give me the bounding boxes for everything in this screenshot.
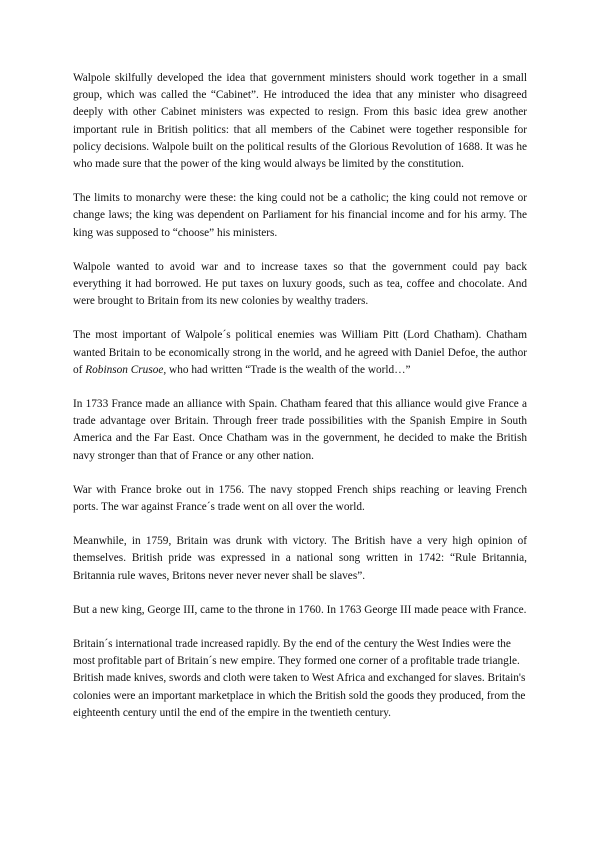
paragraph-george-iii: But a new king, George III, came to the throne in 1760. In 1763 George III made peace with France. — [73, 603, 527, 616]
paragraph-cabinet: Walpole skilfully developed the idea that government ministers should work together in a small group, which was called the “Cabinet”. He introduced the idea that any minister who disagreed deeply with other Cabinet ministers was expected to resign. From this basic idea grew another important rule in British politics: that all members of the Cabinet were together responsible for policy decisions. Walpole built on the political results of the Glorious Revolution of 1688. It was he who made sure that the power of the king would always be limited by the constitution. — [73, 72, 527, 171]
paragraph-victory-1759: Meanwhile, in 1759, Britain was drunk with victory. The British have a very high opinion of themselves. British pride was expressed in a national song written in 1742: “Rule Britannia, Britannia rule waves, Britons never never never shall be slaves”. — [73, 535, 527, 582]
paragraph-william-pitt-text: The most important of Walpole´s political enemies was William Pitt (Lord Chatham). Chatham wanted Britain to be economically strong in the world, and he agreed with Daniel Defoe, the author of — [73, 329, 527, 376]
book-title-robinson-crusoe: Robinson Crusoe, — [85, 363, 167, 376]
paragraph-international-trade: Britain´s international trade increased rapidly. By the end of the century the West Indies were the most profitable part of Britain´s new empire. They formed one corner of a profitable trade triangle. British made knives, swords and cloth were taken to West Africa and exchanged for slaves. Britain's colonies were an important marketplace in which the British sold the goods they produced, from the eighteenth century until the end of the empire in the twentieth century. — [73, 638, 526, 719]
paragraph-limits-to-monarchy: The limits to monarchy were these: the king could not be a catholic; the king could not remove or change laws; the king was dependent on Parliament for his financial income and for his army. The king was supposed to “choose” his ministers. — [73, 192, 527, 239]
paragraph-william-pitt — [73, 327, 527, 379]
paragraph-alliance-1733: In 1733 France made an alliance with Spain. Chatham feared that this alliance would give France a trade advantage over Britain. Through freer trade possibilities with the Spanish Empire in South America and the Far East. Once Chatham was in the government, he decided to make the British navy stronger than that of France or any other nation. — [73, 398, 527, 462]
paragraph-william-pitt-quote: who had written “Trade is the wealth of the world…” — [166, 363, 411, 376]
paragraph-war-1756: War with France broke out in 1756. The navy stopped French ships reaching or leaving French ports. The war against France´s trade went on all over the world. — [73, 483, 527, 514]
paragraph-taxes: Walpole wanted to avoid war and to increase taxes so that the government could pay back everything it had borrowed. He put taxes on luxury goods, such as tea, coffee and chocolate. And were brought to Britain from its new colonies by wealthy traders. — [73, 260, 527, 308]
